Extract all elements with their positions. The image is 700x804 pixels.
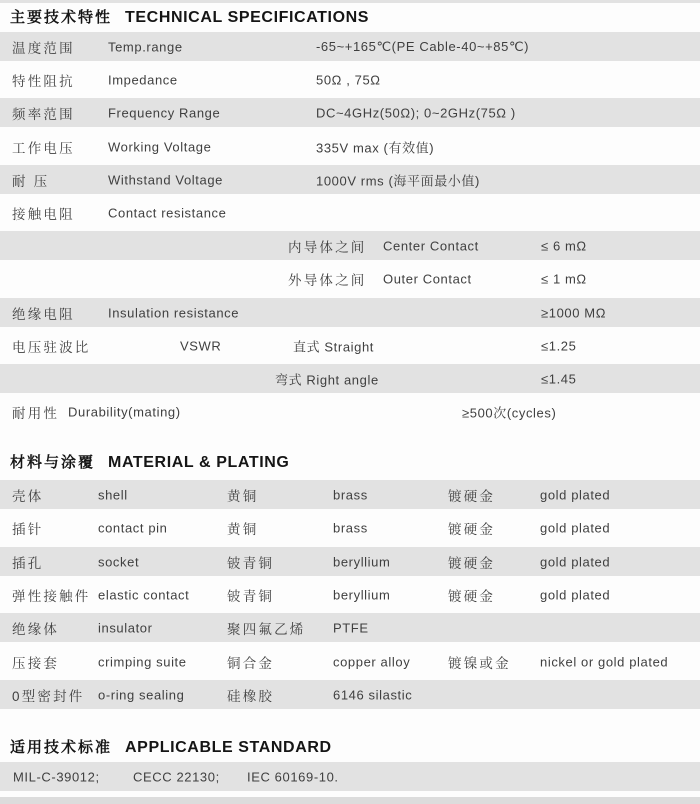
spec-value: ≥1000 MΩ: [541, 305, 607, 320]
spec-row-contact-resistance: [0, 198, 700, 227]
spec-sublabel-en: Outer Contact: [383, 271, 472, 286]
material-title-cn: 材料与涂覆: [10, 454, 96, 471]
plating-en: gold plated: [540, 520, 611, 535]
spec-row-working-voltage: [0, 132, 700, 161]
scan-top-edge: [0, 0, 700, 3]
spec-label-en: Durability(mating): [68, 404, 181, 419]
spec-row-center-contact: [0, 231, 700, 260]
spec-value: DC~4GHz(50Ω); 0~2GHz(75Ω ): [316, 105, 516, 120]
material-row-o-ring: [0, 680, 700, 709]
material-cn: 黄铜: [227, 488, 259, 504]
material-en: brass: [333, 487, 368, 502]
material-cn: 铍青铜: [227, 555, 275, 571]
spec-value: ≤1.45: [541, 371, 577, 386]
spec-value: ≥500次(cycles): [462, 405, 557, 420]
part-name-en: shell: [98, 487, 128, 502]
plating-en: gold plated: [540, 587, 611, 602]
spec-label-en: Frequency Range: [108, 105, 221, 120]
spec-title-cn: 主要技术特性: [10, 9, 113, 26]
part-name-cn: 壳体: [12, 488, 44, 504]
spec-label-cn: 频率范围: [12, 106, 75, 122]
spec-value: ≤ 6 mΩ: [541, 238, 587, 253]
material-cn: 硅橡胶: [227, 688, 275, 704]
spec-row-frequency: [0, 98, 700, 127]
standard-title-cn: 适用技术标准: [10, 739, 113, 756]
spec-sublabel-en: Center Contact: [383, 238, 479, 253]
spec-sublabel-cn: 内导体之间: [288, 239, 367, 255]
material-en: 6146 silastic: [333, 687, 413, 702]
spec-label-en: Withstand Voltage: [108, 172, 223, 187]
spec-label-cn: 耐 压: [12, 173, 50, 189]
spec-label-cn: 温度范围: [12, 40, 75, 56]
spec-sublabel: 弯式 Right angle: [275, 372, 379, 387]
spec-value: ≤1.25: [541, 338, 577, 353]
spec-row-vswr-straight: [0, 331, 700, 360]
material-section-title: [10, 451, 289, 472]
spec-row-temp-range: [0, 32, 700, 61]
part-name-en: crimping suite: [98, 654, 187, 669]
spec-label-cn: 电压驻波比: [12, 339, 91, 355]
material-cn: 铍青铜: [227, 588, 275, 604]
material-en: copper alloy: [333, 654, 411, 669]
spec-value: 50Ω , 75Ω: [316, 72, 381, 87]
spec-row-outer-contact: [0, 264, 700, 293]
material-en: beryllium: [333, 587, 391, 602]
material-title-en: MATERIAL & PLATING: [108, 454, 290, 471]
standard-section-title: [10, 736, 332, 757]
standard-item: CECC 22130;: [133, 769, 220, 784]
part-name-en: insulator: [98, 620, 153, 635]
material-en: brass: [333, 520, 368, 535]
spec-label-cn: 绝缘电阻: [12, 306, 75, 322]
standard-title-en: APPLICABLE STANDARD: [125, 739, 332, 756]
plating-cn: 镀硬金: [448, 488, 496, 504]
spec-label-en: Impedance: [108, 72, 178, 87]
material-row-insulator: [0, 613, 700, 642]
spec-section-title: [10, 6, 369, 27]
scan-bottom-edge: [0, 797, 700, 804]
part-name-en: socket: [98, 554, 140, 569]
spec-value: ≤ 1 mΩ: [541, 271, 587, 286]
part-name-cn: 弹性接触件: [12, 588, 91, 604]
spec-row-durability: [0, 397, 700, 426]
material-row-elastic-contact: [0, 580, 700, 609]
spec-label-en: VSWR: [180, 338, 222, 353]
part-name-cn: 绝缘体: [12, 621, 60, 637]
standard-item: IEC 60169-10.: [247, 769, 339, 784]
plating-en: gold plated: [540, 487, 611, 502]
standard-item: MIL-C-39012;: [13, 769, 100, 784]
spec-label-en: Insulation resistance: [108, 305, 240, 320]
plating-en: nickel or gold plated: [540, 654, 669, 669]
part-name-en: contact pin: [98, 520, 168, 535]
standards-row: [0, 762, 700, 791]
part-name-en: o-ring sealing: [98, 687, 185, 702]
material-cn: 铜合金: [227, 655, 275, 671]
plating-cn: 镀硬金: [448, 521, 496, 537]
part-name-cn: 插针: [12, 521, 44, 537]
spec-sublabel-cn: 外导体之间: [288, 272, 367, 288]
plating-cn: 镀硬金: [448, 555, 496, 571]
material-row-socket: [0, 547, 700, 576]
part-name-cn: 插孔: [12, 555, 44, 571]
spec-label-cn: 接触电阻: [12, 206, 75, 222]
spec-row-insulation-resistance: [0, 298, 700, 327]
spec-label-cn: 耐用性: [12, 405, 60, 421]
material-cn: 聚四氟乙烯: [227, 621, 306, 637]
plating-en: gold plated: [540, 554, 611, 569]
material-row-contact-pin: [0, 513, 700, 542]
spec-sublabel: 直式 Straight: [293, 339, 375, 354]
spec-row-impedance: [0, 65, 700, 94]
spec-label-en: Contact resistance: [108, 205, 227, 220]
spec-value: 335V max (有效值): [316, 140, 435, 155]
material-row-shell: [0, 480, 700, 509]
spec-value: -65~+165℃(PE Cable-40~+85℃): [316, 38, 530, 54]
plating-cn: 镀镍或金: [448, 655, 511, 671]
part-name-cn: 0型密封件: [12, 688, 85, 704]
plating-cn: 镀硬金: [448, 588, 496, 604]
spec-label-en: Temp.range: [108, 39, 183, 54]
material-cn: 黄铜: [227, 521, 259, 537]
part-name-cn: 压接套: [12, 655, 60, 671]
spec-label-cn: 特性阻抗: [12, 73, 75, 89]
material-en: beryllium: [333, 554, 391, 569]
spec-row-withstand-voltage: [0, 165, 700, 194]
part-name-en: elastic contact: [98, 587, 190, 602]
spec-label-en: Working Voltage: [108, 139, 212, 154]
spec-title-en: TECHNICAL SPECIFICATIONS: [125, 9, 370, 26]
spec-label-cn: 工作电压: [12, 140, 75, 156]
material-row-crimping-suite: [0, 647, 700, 676]
spec-row-vswr-right-angle: [0, 364, 700, 393]
spec-value: 1000V rms (海平面最小值): [316, 173, 480, 188]
material-en: PTFE: [333, 620, 369, 635]
